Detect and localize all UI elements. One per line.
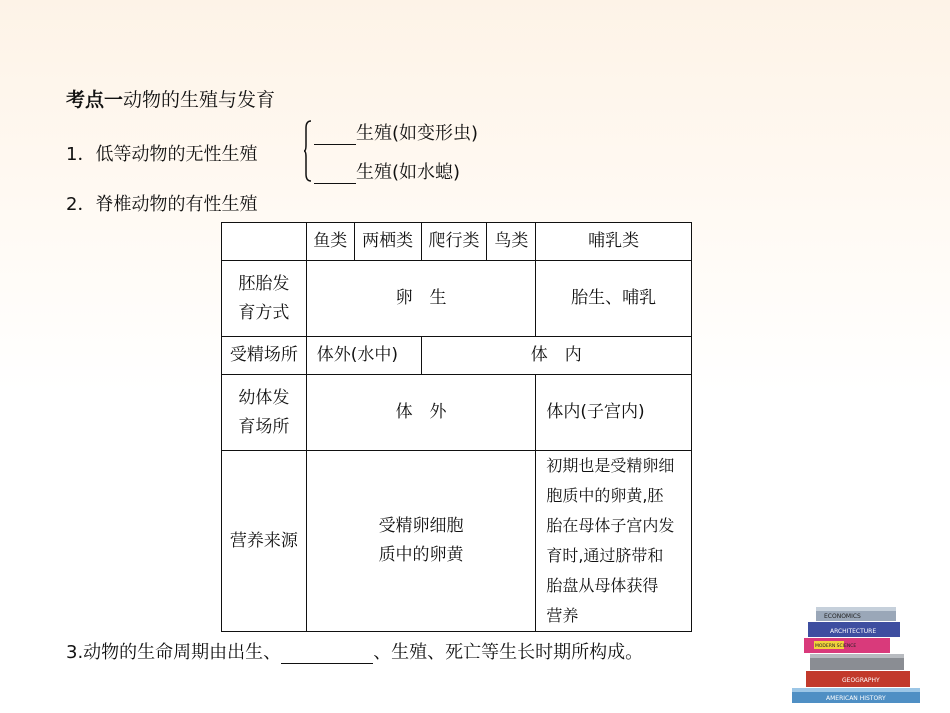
table-cell: 体内(子宫内) [536, 375, 692, 451]
svg-text:GEOGRAPHY: GEOGRAPHY [842, 677, 880, 684]
table-row [222, 261, 692, 337]
svg-text:ARCHITECTURE: ARCHITECTURE [830, 628, 877, 635]
table-cell: 初期也是受精卵细 胞质中的卵黄,胚 胎在母体子宫内发 育时,通过脐带和 胎盘从母体获得 营养 [536, 451, 692, 632]
table-header-cell: 爬行类 [421, 223, 487, 261]
fill-blank[interactable] [281, 642, 373, 664]
table-row [222, 337, 692, 375]
reproduction-table [221, 222, 692, 632]
table-header-cell: 鸟类 [487, 223, 536, 261]
item-3-prefix: 3.动物的生命周期由出生、 [66, 642, 282, 663]
table-row [222, 451, 692, 632]
brace-icon [304, 120, 312, 182]
branch-top-text: 生殖(如变形虫) [356, 123, 479, 144]
table-cell: 受精卵细胞 质中的卵黄 [306, 451, 536, 632]
section-heading [66, 85, 275, 112]
table-header-cell: 鱼类 [306, 223, 354, 261]
table-header-cell [222, 223, 307, 261]
table-cell: 体外(水中) [306, 337, 421, 375]
item-3 [66, 638, 643, 664]
svg-text:AMERICAN HISTORY: AMERICAN HISTORY [826, 695, 886, 702]
svg-text:ECONOMICS: ECONOMICS [824, 613, 861, 620]
table-header-cell: 两栖类 [354, 223, 421, 261]
heading-keyword: 考点一 [66, 89, 124, 111]
table-cell: 体 外 [306, 375, 536, 451]
table-row [222, 375, 692, 451]
item-3-suffix: 、生殖、死亡等生长时期所构成。 [373, 642, 644, 663]
row-label: 胚胎发 育方式 [222, 261, 307, 337]
item-2-label: 2．脊椎动物的有性生殖 [66, 194, 258, 215]
table-cell: 胎生、哺乳 [536, 261, 692, 337]
branch-bottom-text: 生殖(如水螅) [356, 162, 461, 183]
fill-blank[interactable] [314, 123, 356, 145]
row-label: 受精场所 [222, 337, 307, 375]
heading-title: 动物的生殖与发育 [123, 89, 276, 111]
item-1-label: 1．低等动物的无性生殖 [66, 144, 258, 165]
row-label: 营养来源 [222, 451, 307, 632]
table-cell: 体 内 [421, 337, 691, 375]
svg-text:MODERN SCIENCE: MODERN SCIENCE [815, 644, 857, 649]
table-cell: 卵 生 [306, 261, 536, 337]
item-1-branch-top [314, 119, 478, 145]
book-stack-icon [786, 605, 926, 705]
item-1-branch-bottom [314, 158, 460, 184]
table-header-cell: 哺乳类 [536, 223, 692, 261]
row-label: 幼体发 育场所 [222, 375, 307, 451]
table-header-row [222, 223, 692, 261]
fill-blank[interactable] [314, 162, 356, 184]
